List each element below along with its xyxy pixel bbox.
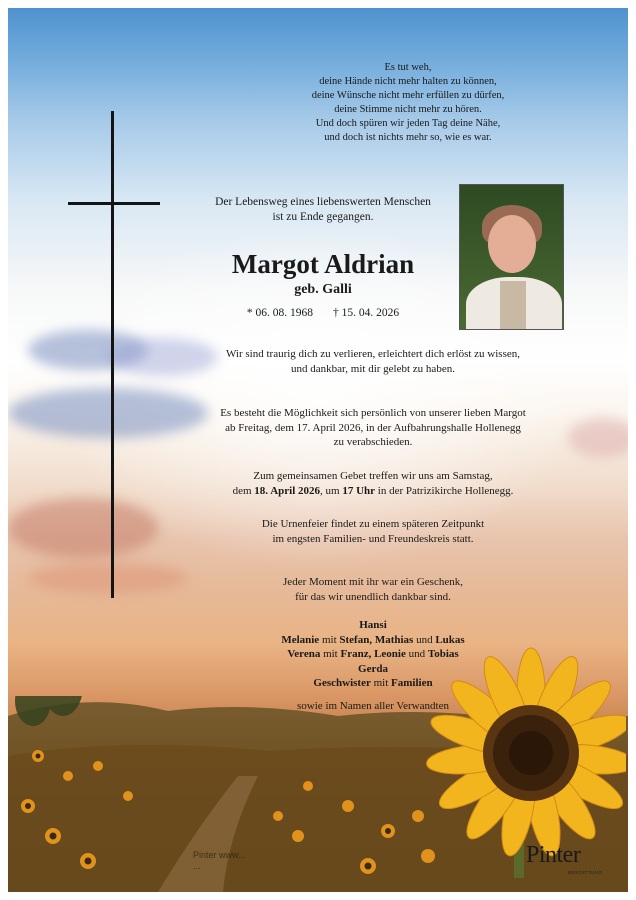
funeral-home-logo-sub: BESTATTUNG [568,870,603,875]
intro-text: Der Lebensweg eines liebenswerten Menschen ist zu Ende gegangen. [215,196,431,223]
urn-ceremony-info: Die Urnenfeier findet zu einem späteren Zeitpunkt im engsten Familien- und Freundeskreis statt. [261,518,485,545]
mourner-line: Geschwister mit Familien [313,677,433,689]
mourner-line: Verena mit Franz, Leonie und Tobias [287,648,459,660]
funeral-home-logo: Pinter [526,842,581,868]
cloud [8,498,158,558]
condolence-text: Wir sind traurig dich zu verlieren, erleichtert dich erlöst zu wissen, und dankbar, mit dir gelebt zu haben. [225,348,520,375]
viewing-info: Es besteht die Möglichkeit sich persönlich von unserer lieben Margot ab Freitag, dem 17. April 2026, in der Aufbahrungshalle Hollenegg zu verabschieden. [220,407,526,448]
maiden-name: geb. Galli [294,282,352,297]
relatives-note: sowie im Namen aller Verwandten [297,700,449,712]
prayer-info [183,469,563,498]
prayer-time: 17 Uhr [342,484,376,497]
cross-horizontal [68,202,160,205]
footer-text: Pinter www... ... [193,850,246,871]
cloud [568,418,628,458]
portrait-vest [500,281,526,330]
gratitude-text: Jeder Moment mit ihr war ein Geschenk, für das wir unendlich dankbar sind. [283,576,463,603]
mourner-line: Hansi [359,619,387,631]
mourner-line: Melanie mit Stefan, Mathias und Lukas [281,633,465,646]
birth-date: * 06. 08. 1968 [246,307,313,319]
deceased-name: Margot Aldrian [231,249,415,279]
portrait-face [488,215,536,273]
prayer-line-2: dem 18. April 2026, um 17 Uhr in der Patrizikirche Hollenegg. [232,484,514,497]
cloud [8,388,208,438]
poem: Es tut weh, deine Hände nicht mehr halten zu können, deine Wünsche nicht mehr erfüllen zu dürfen, deine Stimme nicht mehr zu hören. Und doch spüren wir jeden Tag deine Nähe, und doch ist nichts mehr so, wie es war. [311,62,505,143]
portrait-photo [459,184,564,330]
cross-vertical [111,111,114,598]
cloud [28,563,188,593]
death-date: † 15. 04. 2026 [333,307,400,319]
mourners-list [208,618,538,691]
obituary-sheet [8,8,628,892]
mourner-line: Gerda [358,662,388,675]
prayer-date: 18. April 2026 [254,484,320,497]
prayer-line-1: Zum gemeinsamen Gebet treffen wir uns am Samstag, [253,470,493,482]
life-dates [178,306,468,321]
